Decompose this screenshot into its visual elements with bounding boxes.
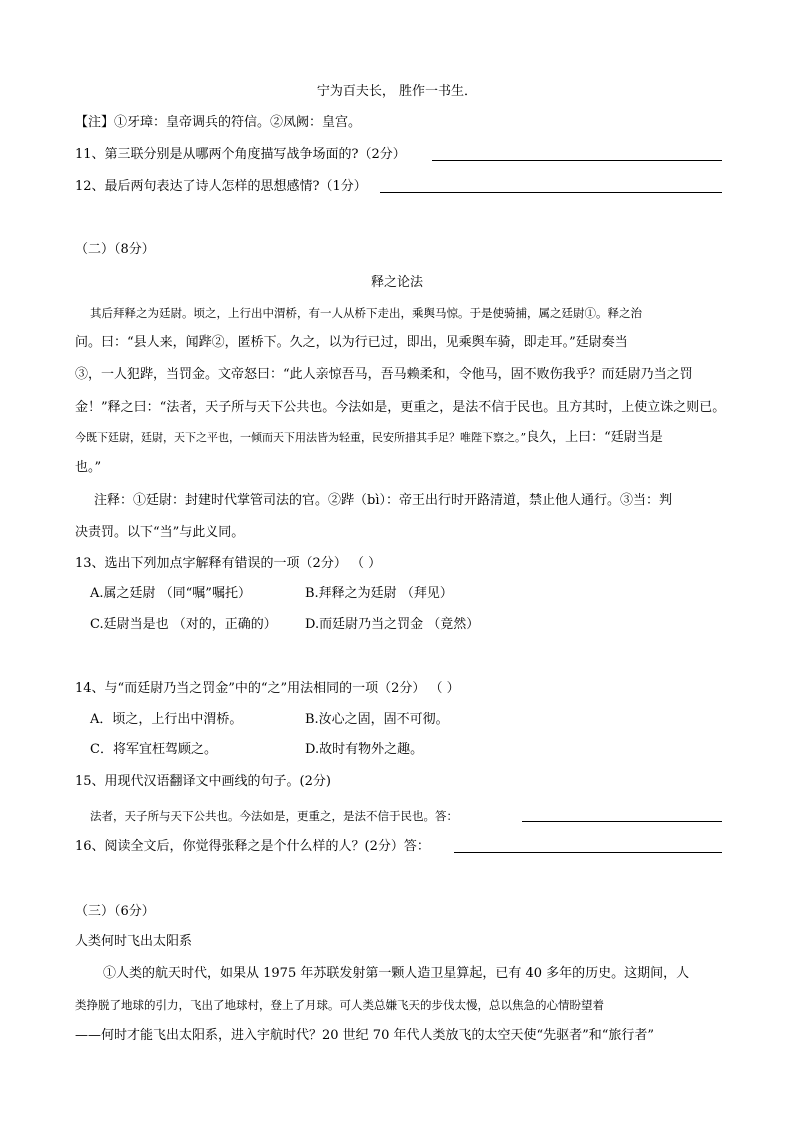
answer-blank-12[interactable]	[380, 192, 722, 193]
passage-line-6: 也。”	[75, 460, 102, 475]
passage-line-2: 问。曰：“县人来，闻跸②，匿桥下。久之，以为行已过，即出，见乘舆车骑，即走耳。”廷尉奏当	[75, 335, 628, 350]
section-3-line-1: ①人类的航天时代，如果从 1975 年苏联发射第一颗人造卫星算起，已有 40 多年的历史。这期间，人	[103, 966, 690, 981]
question-15-sentence: 法者，天子所与天下公共也。今法如是，更重之，是法不信于民也。答：	[90, 809, 458, 823]
passage-line-3: ③，一人犯跸，当罚金。文帝怒曰：“此人亲惊吾马，吾马赖柔和，令他马，固不败伤我乎？而廷尉乃当之罚	[75, 367, 693, 382]
q13-option-b: B.拜释之为廷尉 （拜见）	[305, 586, 453, 601]
section-3-line-2: 类挣脱了地球的引力，飞出了地球村，登上了月球。可人类总嫌飞天的步伐太慢，总以焦急的心情盼望着	[75, 998, 604, 1012]
poem-note: 【注】①牙璋：皇帝调兵的符信。②凤阙：皇宫。	[75, 115, 362, 130]
answer-blank-16[interactable]	[454, 852, 722, 853]
passage-line-5a: 今既下廷尉，廷尉，天下之平也，一倾而天下用法皆为轻重，民安所措其手足？唯陛下察之。”	[75, 431, 527, 444]
q14-option-a: A．顷之，上行出中渭桥。	[90, 712, 243, 727]
question-14: 14、与“而廷尉乃当之罚金”中的“之”用法相同的一项（2分） （ ）	[75, 681, 460, 696]
question-13: 13、选出下列加点字解释有错误的一项（2分） （ ）	[75, 556, 382, 571]
question-16: 16、阅读全文后，你觉得张释之是个什么样的人？(2分）答：	[75, 839, 430, 854]
section-2-title: 释之论法	[370, 275, 423, 290]
answer-blank-11[interactable]	[432, 160, 722, 161]
passage-line-1: 其后拜释之为廷尉。顷之，上行出中渭桥，有一人从桥下走出，乘舆马惊。于是使骑捕，属之廷尉①。释之治	[90, 306, 642, 320]
passage-line-5b: 良久，上曰：“廷尉当是	[526, 430, 663, 445]
answer-blank-15[interactable]	[522, 821, 722, 822]
question-11: 11、第三联分别是从哪两个角度描写战争场面的?（2分）	[75, 147, 406, 162]
section-3-title: 人类何时飞出太阳系	[75, 934, 193, 949]
section-2-header: （二）（8分）	[75, 242, 155, 257]
passage-line-4: 金！”释之曰：“法者，天子所与天下公共也。今法如是，更重之，是法不信于民也。且方其时，上使立诛之则已。	[75, 400, 726, 415]
q13-option-d: D.而廷尉乃当之罚金 （竟然）	[305, 617, 480, 632]
q14-option-b: B.汝心之固，固不可彻。	[305, 712, 449, 727]
poem-last-line: 宁为百夫长， 胜作一书生．	[316, 84, 478, 99]
question-12: 12、最后两句表达了诗人怎样的思想感情?（1分）	[75, 179, 367, 194]
q14-option-d: D.故时有物外之趣。	[305, 742, 424, 757]
passage-line-5	[75, 428, 663, 448]
q13-option-c: C.廷尉当是也 （对的，正确的）	[90, 617, 277, 632]
question-15: 15、用现代汉语翻译文中画线的句子。(2分)	[75, 774, 331, 789]
section-3-line-3: ——何时才能飞出太阳系，进入宇航时代？20 世纪 70 年代人类放飞的太空天使“先驱者”和“旅行者”	[75, 1028, 655, 1043]
passage-note-2: 决责罚。以下“当”与此义同。	[75, 525, 245, 540]
passage-note-1: 注释：①廷尉：封建时代掌管司法的官。②跸（bì）：帝王出行时开路清道，禁止他人通行。③当：判	[94, 493, 672, 508]
q13-option-a: A.属之廷尉 （同“嘱”嘱托）	[90, 586, 251, 601]
section-3-header: （三）（6分）	[75, 904, 155, 919]
q14-option-c: C．将军宜枉驾顾之。	[90, 742, 217, 757]
